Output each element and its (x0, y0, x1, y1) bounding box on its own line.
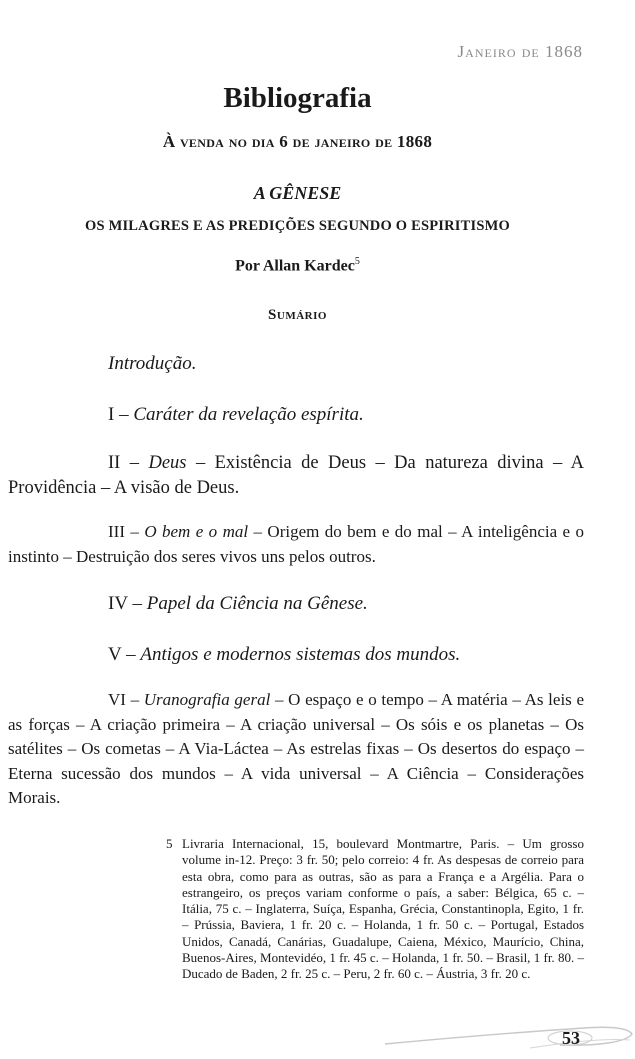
footnote (166, 836, 584, 983)
book-subtitle: OS MILAGRES E AS PREDIÇÕES SEGUNDO O ESPIRITISMO (85, 218, 510, 234)
entry-title: Introdução. (108, 353, 197, 374)
entry-rest: – O espaço e o tempo – A matéria – As leis e as forças – A criação primeira – A criação universal – Os sóis e os planetas – Os satélites – Os cometas – A Via-Láctea – As estrelas fixas – Os desertos do espaço – Eterna sucessão dos mundos – A vida universal – A Ciência – Considerações Morais. (8, 690, 584, 807)
entry-title: Deus (148, 453, 187, 473)
summary-heading: Sumário (268, 307, 327, 323)
entry-lead: II – (108, 453, 149, 473)
entry-lead: I – (108, 404, 134, 425)
page-title: Bibliografia (223, 82, 372, 114)
running-header: Janeiro de 1868 (457, 42, 583, 61)
entry-lead: IV – (108, 593, 147, 614)
author-line (0, 256, 595, 275)
entry-title: O bem e o mal (144, 522, 249, 541)
entry-lead: III – (108, 522, 145, 541)
summary-entry-ii (8, 451, 584, 500)
summary-entry-v (8, 643, 584, 668)
entry-title: Papel da Ciência na Gênese. (146, 593, 368, 614)
entry-title: Antigos e modernos sistemas dos mundos. (140, 644, 461, 665)
author-name: Por Allan Kardec (235, 257, 355, 275)
entry-lead: V – (108, 644, 141, 665)
page-number: 53 (562, 1028, 580, 1048)
sale-date-subtitle: À venda no dia 6 de janeiro de 1868 (162, 132, 433, 151)
entry-lead: VI – (108, 690, 144, 709)
entry-title: Uranografia geral (143, 690, 271, 709)
summary-entry-iii (8, 520, 584, 569)
footnote-text: Livraria Internacional, 15, boulevard Montmartre, Paris. – Um grosso volume in-12. Preço: 3 fr. 50; pelo correio: 4 fr. As despesas de correio para esta obra, como para as outras, são as para a França e a Argélia. Para o estrangeiro, os preços variam conforme o país, a saber: Bélgica, 65 c. – Itália, 75 c. – Inglaterra, Suíça, Espanha, Grécia, Constantinopla, Egito, 1 fr. – Prússia, Baviera, 1 fr. 20 c. – Holanda, 1 fr. 50 c. – Portugal, Estados Unidos, Canadá, Canárias, Guadalupe, Caiena, México, Maurício, China, Buenos-Aires, Montevidéo, 1 fr. 45 c. – Holanda, 1 fr. 50. – Brasil, 1 fr. 80. – Ducado de Baden, 2 fr. 25 c. – Peru, 2 fr. 60 c. – Áustria, 3 fr. 20 c. (182, 836, 584, 982)
summary-entry-introduction (8, 352, 584, 377)
entry-rest: – Origem do bem e do mal – A inteligência e o instinto – Destruição dos seres vivos uns pelos outros. (8, 522, 585, 566)
entry-rest: – Existência de Deus – Da natureza divina – A Providência – A visão de Deus. (8, 453, 584, 498)
book-title: A GÊNESE (253, 183, 342, 203)
page-corner-ornament (380, 1012, 635, 1052)
footnote-ref: 5 (354, 256, 360, 267)
summary-entry-vi (8, 688, 584, 811)
entry-title: Caráter da revelação espírita. (133, 404, 364, 425)
summary-entry-iv (8, 592, 584, 617)
footnote-number: 5 (166, 836, 173, 851)
summary-entry-i (8, 403, 584, 428)
